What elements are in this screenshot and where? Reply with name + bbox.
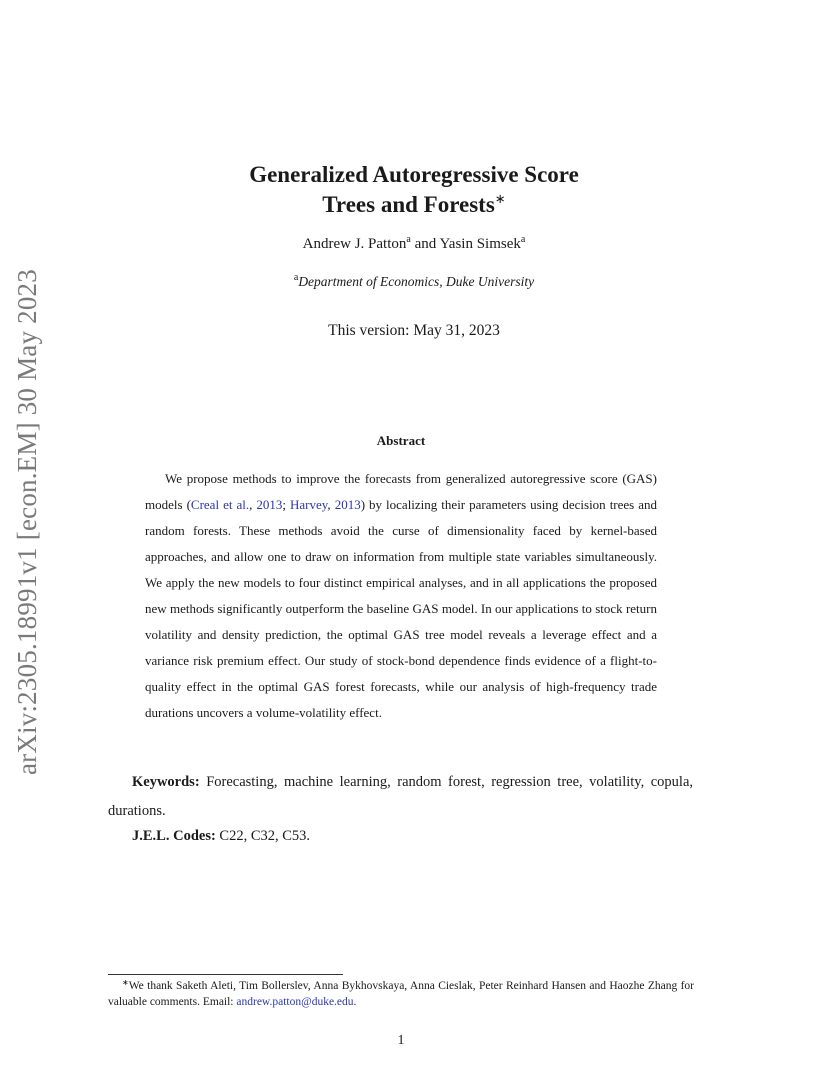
- footnote-divider: [108, 974, 343, 975]
- citation-creal-year-link[interactable]: 2013: [256, 497, 283, 512]
- citation-harvey-sep: ,: [327, 497, 335, 512]
- footnote-mark: ∗: [122, 978, 129, 987]
- version-date: This version: May 31, 2023: [328, 322, 500, 339]
- jel-label: J.E.L. Codes:: [132, 828, 216, 844]
- author-2: Yasin Simsek: [439, 236, 521, 252]
- keywords-label: Keywords:: [132, 774, 200, 790]
- keywords-text: Forecasting, machine learning, random forest, regression tree, volatility, copula, durations.: [108, 774, 694, 819]
- title-footnote-mark: ∗: [494, 191, 506, 206]
- author-joiner: and: [410, 236, 440, 252]
- citation-harvey-year-link[interactable]: 2013: [334, 497, 361, 512]
- keywords-paragraph: [108, 768, 693, 826]
- affiliation-mark: a: [293, 272, 299, 283]
- title-line-2: [0, 190, 828, 220]
- author-1-affil-mark: a: [406, 234, 411, 245]
- arxiv-identifier: arXiv:2305.18991v1 [econ.EM] 30 May 2023: [12, 269, 42, 775]
- abstract-text-start: We propose methods to improve the forecasts from generalized autoregressive score (GAS) models (: [145, 471, 657, 512]
- page-number: 1: [397, 1033, 405, 1048]
- citation-creal-link[interactable]: [191, 497, 249, 512]
- citation-creal-sep: ,: [249, 497, 257, 512]
- footnote-text: We thank Saketh Aleti, Tim Bollerslev, Anna Bykhovskaya, Anna Cieslak, Peter Reinhard Hansen and Haozhe Zhang for valuable comments. Email:: [108, 980, 694, 1008]
- abstract-heading: Abstract: [376, 433, 426, 448]
- title-line-2-text: Trees and Forests: [322, 192, 495, 217]
- author-list: [0, 236, 828, 253]
- author-1: Andrew J. Patton: [302, 236, 407, 252]
- jel-codes: [132, 828, 310, 845]
- affiliation: [0, 274, 828, 290]
- author-2-affil-mark: a: [520, 234, 526, 245]
- paper-title: [0, 160, 828, 220]
- title-line-1: Generalized Autoregressive Score: [249, 162, 579, 187]
- affiliation-text: Department of Economics, Duke University: [298, 274, 535, 289]
- citation-separator: ;: [282, 497, 290, 512]
- abstract-body: [145, 466, 657, 726]
- email-link[interactable]: andrew.patton@duke.edu: [236, 996, 354, 1008]
- abstract-text-rest: ) by localizing their parameters using decision trees and random forests. These methods avoid the curse of dimensionality faced by kernel-based approaches, and allow one to draw on information from multiple state variables simultaneously. We apply the new models to four distinct empirical analyses, and in all applications the proposed new methods significantly outperform the baseline GAS model. In our applications to stock return volatility and density prediction, the optimal GAS tree model reveals a leverage effect and a variance risk premium effect. Our study of stock-bond dependence finds evidence of a flight-to-quality effect in the optimal GAS forest forecasts, while our analysis of high-frequency trade durations uncovers a volume-volatility effect.: [145, 497, 658, 720]
- citation-harvey-link[interactable]: Harvey: [290, 497, 328, 512]
- footnote-end: .: [353, 996, 357, 1008]
- jel-text: C22, C32, C53.: [219, 828, 311, 844]
- footnote: [108, 978, 694, 1010]
- citation-creal-author: Creal et al.: [190, 497, 250, 512]
